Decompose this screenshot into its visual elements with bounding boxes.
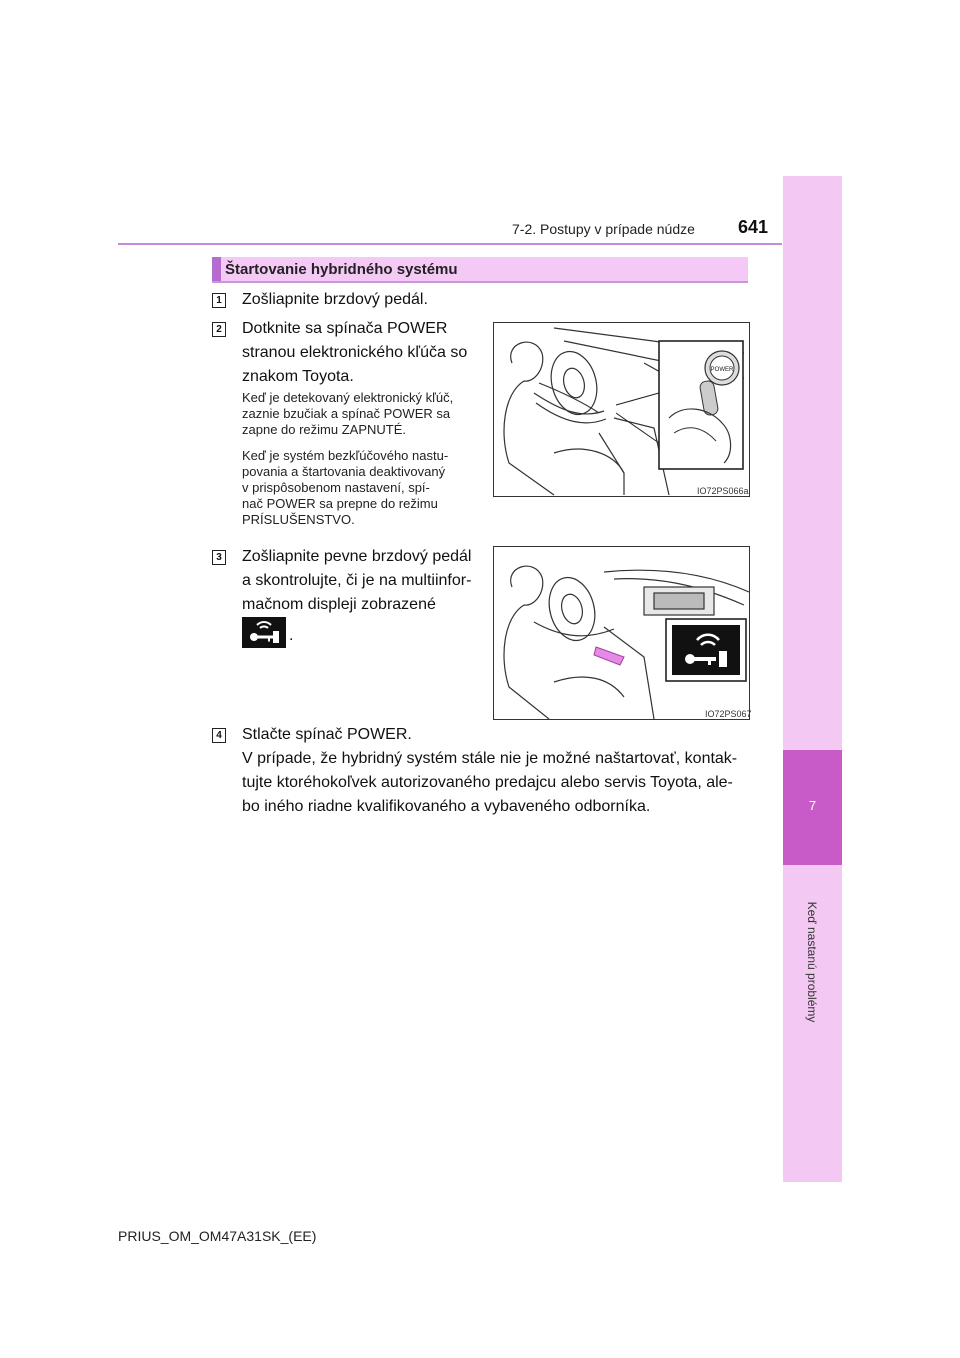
step-2-line-2: stranou elektronického kľúča so (242, 344, 468, 361)
step-2-note-1-line-1: Keď je detekovaný elektronický kľúč, (242, 390, 454, 405)
step-3-tail: . (289, 627, 294, 644)
page-number: 641 (738, 217, 769, 237)
section-title: Štartovanie hybridného systému (225, 261, 458, 278)
header-section-title: 7-2. Postupy v prípade núdze (512, 221, 695, 237)
step-2-note-1-line-2: zaznie bzučiak a spínač POWER sa (242, 406, 451, 421)
step-3-line-2: a skontrolujte, či je na multiinfor- (242, 572, 472, 589)
figure-brake-display (493, 546, 750, 720)
step-number-1: 1 (212, 293, 226, 308)
section-heading (212, 257, 748, 283)
step-2-note-2-line-2: povania a štartovania deaktivovaný (242, 464, 446, 479)
step-2-note-2-line-5: PRÍSLUŠENSTVO. (242, 512, 355, 527)
step-1-text: Zošliapnite brzdový pedál. (242, 291, 428, 308)
step-3-line-3: mačnom displeji zobrazené (242, 596, 436, 613)
step-4-text: Stlačte spínač POWER. (242, 726, 412, 743)
step-2-note-2-line-4: nač POWER sa prepne do režimu (242, 496, 438, 511)
step-4-paragraph-line-3: bo iného riadne kvalifikovaného a vybaveného odborníka. (242, 798, 651, 815)
chapter-side-tab (783, 176, 842, 1182)
step-4-paragraph-line-1: V prípade, že hybridný systém stále nie je možné naštartovať, kontak- (242, 750, 738, 767)
smart-key-indicator-icon (242, 617, 286, 648)
footer-document-id: PRIUS_OM_OM47A31SK_(EE) (118, 1228, 317, 1244)
step-2-note-2-line-1: Keď je systém bezkľúčového nastu- (242, 448, 449, 463)
step-2-note-2-line-3: v prispôsobenom nastavení, spí- (242, 480, 430, 495)
step-3-line-1: Zošliapnite pevne brzdový pedál (242, 548, 472, 565)
step-2-line-1: Dotknite sa spínača POWER (242, 320, 448, 337)
step-4-paragraph-line-2: tujte ktoréhokoľvek autorizovaného predajcu alebo servis Toyota, ale- (242, 774, 733, 791)
figure-1-caption: IO72PS066a (697, 486, 749, 496)
chapter-title: Keď nastanú problémy (805, 901, 819, 1023)
figure-2-caption: IO72PS067 (705, 709, 752, 719)
step-2-note-1-line-3: zapne do režimu ZAPNUTÉ. (242, 422, 407, 437)
step-number-2: 2 (212, 322, 226, 337)
power-button-label: POWER (710, 367, 734, 373)
figure-1-illustration (494, 323, 749, 496)
section-accent (212, 257, 221, 281)
chapter-number: 7 (808, 798, 817, 813)
header-rule (118, 243, 782, 245)
step-number-4: 4 (212, 728, 226, 743)
figure-2-illustration (494, 547, 749, 719)
figure-power-switch-touch (493, 322, 750, 497)
step-number-3: 3 (212, 550, 226, 565)
step-2-line-3: znakom Toyota. (242, 368, 354, 385)
